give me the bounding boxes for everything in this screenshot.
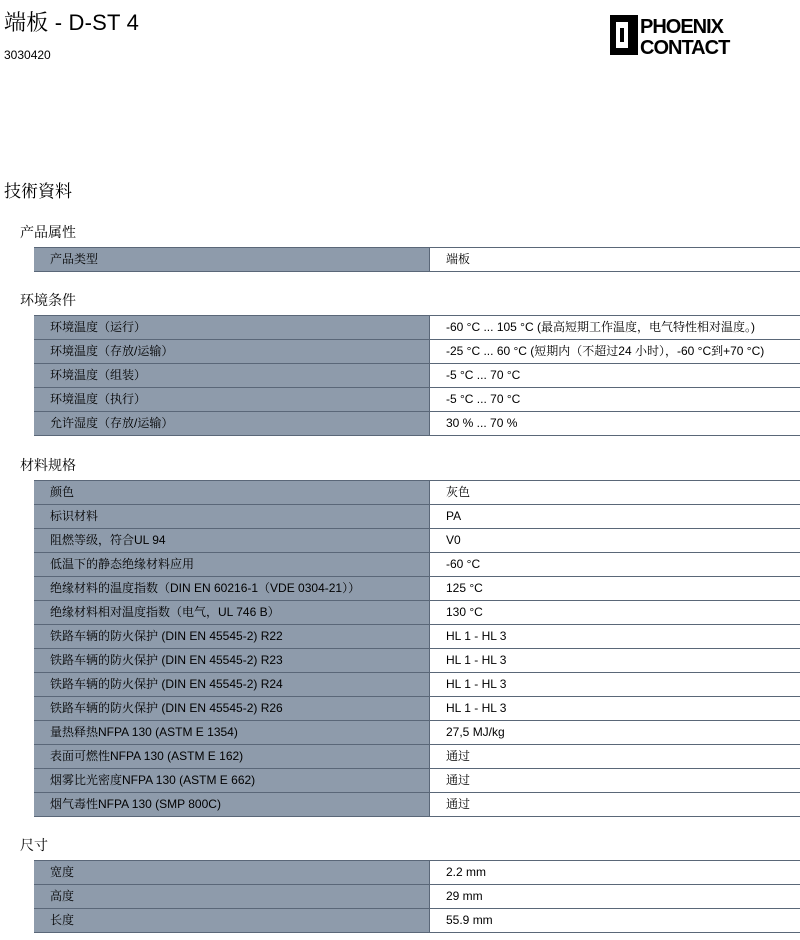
table-row xyxy=(34,697,800,721)
row-label: 低温下的静态绝缘材料应用 xyxy=(34,553,430,576)
row-value: 27,5 MJ/kg xyxy=(430,721,800,744)
table-row xyxy=(34,388,800,412)
row-value: HL 1 - HL 3 xyxy=(430,625,800,648)
row-label: 烟雾比光密度NFPA 130 (ASTM E 662) xyxy=(34,769,430,792)
table-row xyxy=(34,248,800,272)
row-label: 烟气毒性NFPA 130 (SMP 800C) xyxy=(34,793,430,816)
row-value: 通过 xyxy=(430,793,800,816)
table-materials xyxy=(34,480,800,817)
table-row xyxy=(34,340,800,364)
row-label: 绝缘材料相对温度指数（电气，UL 746 B） xyxy=(34,601,430,624)
page-title: 端板 - D-ST 4 xyxy=(4,10,140,35)
row-value: 端板 xyxy=(430,248,800,271)
table-row xyxy=(34,481,800,505)
row-value: -25 °C ... 60 °C (短期内（不超过24 小时），-60 °C到+70 °C) xyxy=(430,340,800,363)
row-value: 2.2 mm xyxy=(430,861,800,884)
row-value: -5 °C ... 70 °C xyxy=(430,364,800,387)
row-label: 环境温度（运行） xyxy=(34,316,430,339)
row-label: 高度 xyxy=(34,885,430,908)
row-value: HL 1 - HL 3 xyxy=(430,649,800,672)
section-title: 技術資料 xyxy=(4,182,72,201)
group-title-materials: 材料规格 xyxy=(20,457,76,473)
table-row xyxy=(34,909,800,933)
table-row xyxy=(34,793,800,817)
logo-line-2: CONTACT xyxy=(640,37,730,56)
table-row xyxy=(34,553,800,577)
table-row xyxy=(34,577,800,601)
row-label: 环境温度（组装） xyxy=(34,364,430,387)
table-environment xyxy=(34,315,800,436)
table-row xyxy=(34,601,800,625)
table-row xyxy=(34,625,800,649)
row-label: 铁路车辆的防火保护 (DIN EN 45545-2) R22 xyxy=(34,625,430,648)
row-value: -5 °C ... 70 °C xyxy=(430,388,800,411)
row-label: 颜色 xyxy=(34,481,430,504)
row-label: 允许湿度（存放/运输） xyxy=(34,412,430,435)
table-product-properties xyxy=(34,247,800,272)
row-label: 阻燃等级，符合UL 94 xyxy=(34,529,430,552)
group-title-environment: 环境条件 xyxy=(20,292,76,308)
table-row xyxy=(34,721,800,745)
row-value: 29 mm xyxy=(430,885,800,908)
row-label: 标识材料 xyxy=(34,505,430,528)
row-value: 通过 xyxy=(430,769,800,792)
row-value: 125 °C xyxy=(430,577,800,600)
table-dimensions xyxy=(34,860,800,933)
table-row xyxy=(34,364,800,388)
row-label: 铁路车辆的防火保护 (DIN EN 45545-2) R23 xyxy=(34,649,430,672)
row-value: -60 °C ... 105 °C (最高短期工作温度，电气特性相对温度。) xyxy=(430,316,800,339)
row-label: 宽度 xyxy=(34,861,430,884)
table-row xyxy=(34,316,800,340)
row-value: 55.9 mm xyxy=(430,909,800,932)
group-title-product-properties: 产品属性 xyxy=(20,224,76,240)
table-row xyxy=(34,861,800,885)
row-value: PA xyxy=(430,505,800,528)
row-label: 绝缘材料的温度指数（DIN EN 60216-1（VDE 0304-21）） xyxy=(34,577,430,600)
row-label: 表面可燃性NFPA 130 (ASTM E 162) xyxy=(34,745,430,768)
row-label: 环境温度（存放/运输） xyxy=(34,340,430,363)
phoenix-contact-logo xyxy=(609,14,773,56)
group-title-dimensions: 尺寸 xyxy=(20,837,48,853)
table-row xyxy=(34,505,800,529)
product-code: 3030420 xyxy=(4,48,51,62)
table-row xyxy=(34,412,800,436)
row-value: V0 xyxy=(430,529,800,552)
table-row xyxy=(34,649,800,673)
row-value: HL 1 - HL 3 xyxy=(430,697,800,720)
table-row xyxy=(34,673,800,697)
row-value: HL 1 - HL 3 xyxy=(430,673,800,696)
table-row xyxy=(34,529,800,553)
row-label: 铁路车辆的防火保护 (DIN EN 45545-2) R24 xyxy=(34,673,430,696)
row-label: 长度 xyxy=(34,909,430,932)
row-value: 30 % ... 70 % xyxy=(430,412,800,435)
row-label: 铁路车辆的防火保护 (DIN EN 45545-2) R26 xyxy=(34,697,430,720)
table-row xyxy=(34,745,800,769)
row-value: 通过 xyxy=(430,745,800,768)
row-label: 量热释热NFPA 130 (ASTM E 1354) xyxy=(34,721,430,744)
table-row xyxy=(34,769,800,793)
table-row xyxy=(34,885,800,909)
row-value: -60 °C xyxy=(430,553,800,576)
row-label: 环境温度（执行） xyxy=(34,388,430,411)
row-label: 产品类型 xyxy=(34,248,430,271)
row-value: 灰色 xyxy=(430,481,800,504)
logo-line-1: PHOENIX xyxy=(640,16,724,38)
row-value: 130 °C xyxy=(430,601,800,624)
